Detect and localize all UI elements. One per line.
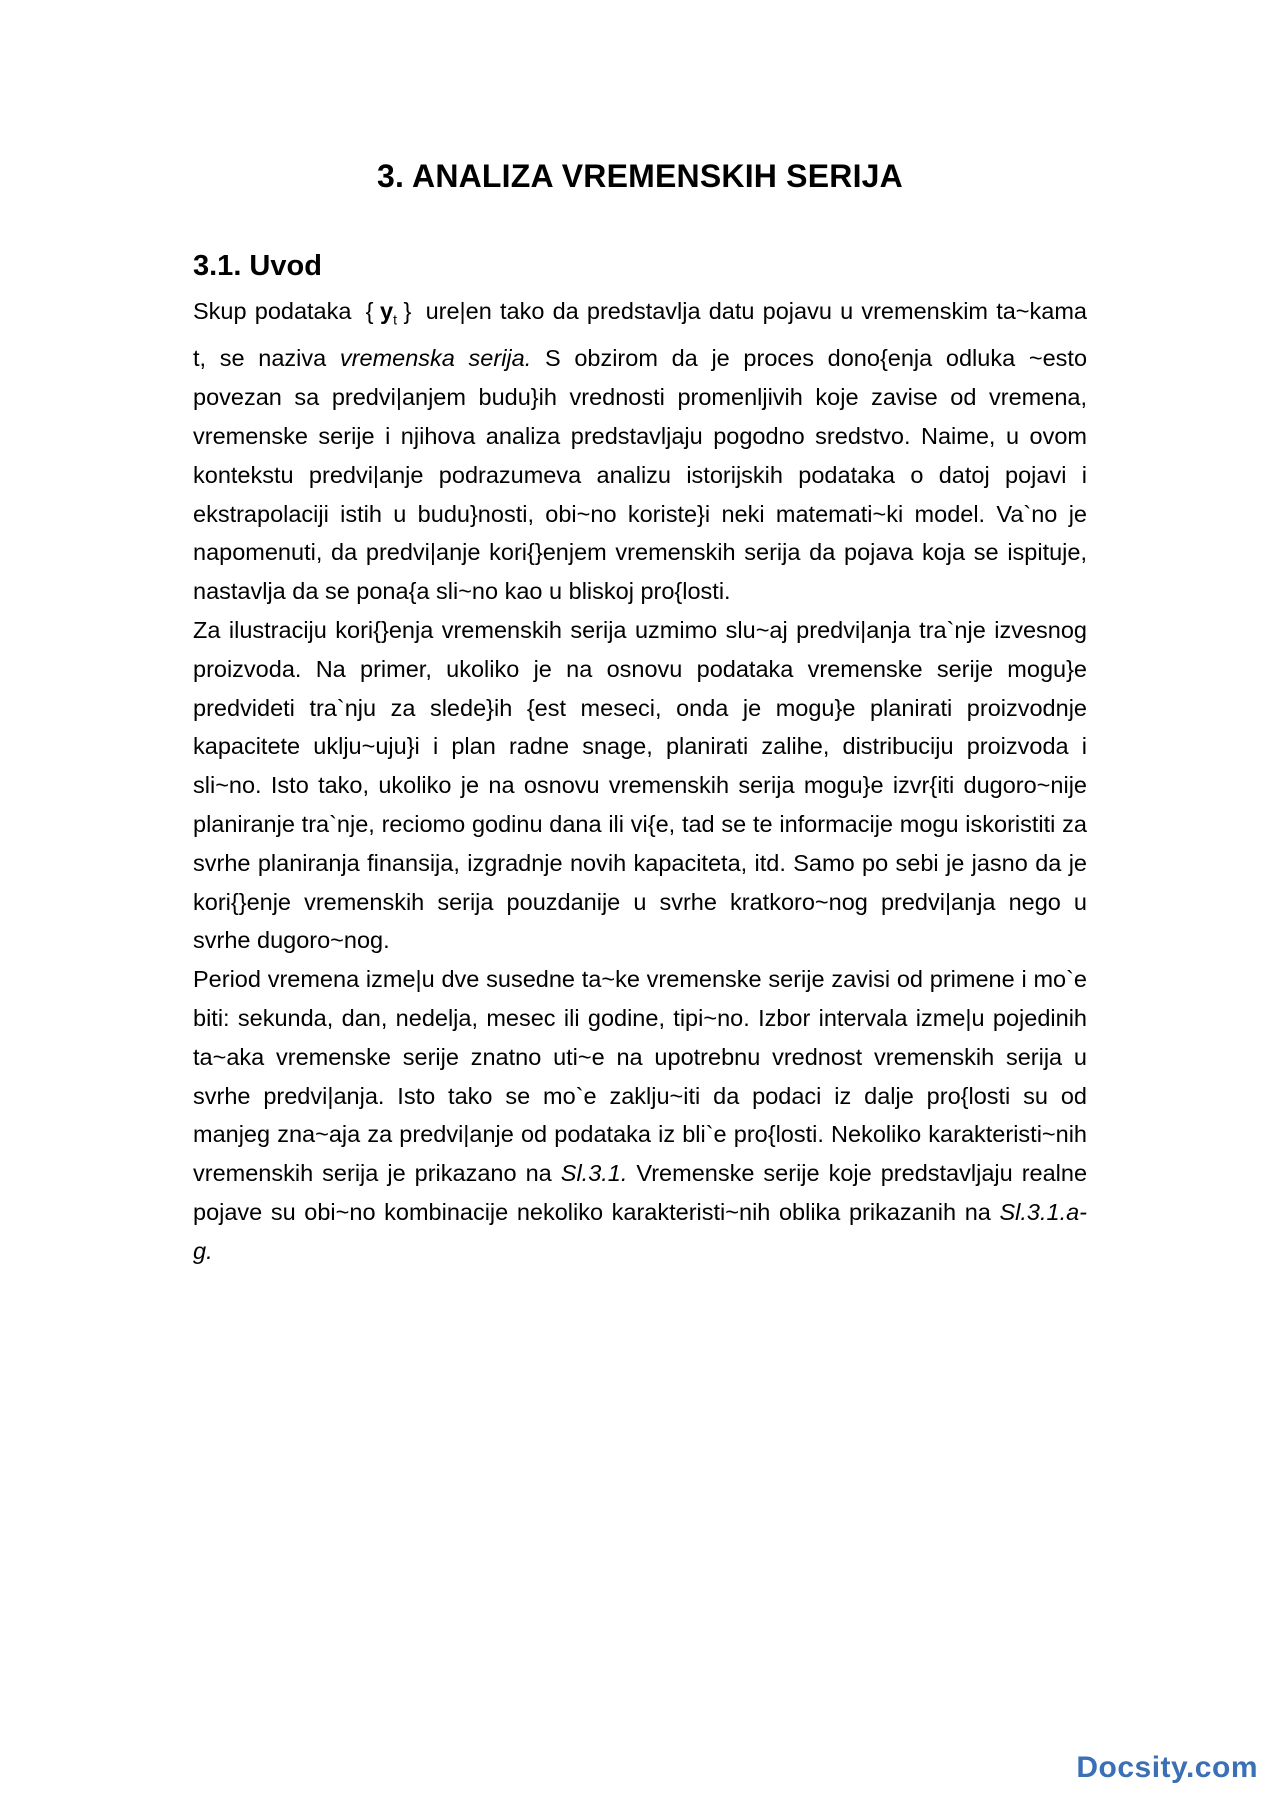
set-open-brace: { bbox=[365, 298, 374, 324]
section-heading: 3.1. Uvod bbox=[193, 250, 322, 282]
set-subscript: t bbox=[393, 311, 397, 328]
p1-text-c: S obzirom da je proces dono{enja odluka ~esto povezan sa predvi|anjem budu}ih vrednosti promenljivih koje zavise od vremena, vremenske serije i njihova analiza predstavljaju pogodno sredstvo. Naime, u ovom kontekstu predvi|anje podrazumeva analizu istorijskih podataka o datoj pojavi i ekstrapolaciji istih u budu}nosti, obi~no koriste}i neki matemati~ki model. Va`no je napomenuti, da predvi|anje kori{}enjem vremenskih serija da pojava koja se ispituje, nastavlja da se pona{a sli~no kao u bliskoj pro{losti. bbox=[193, 345, 1088, 605]
p1-text-b: ure|en tako da predstavlja datu pojavu u vremenskim ta~kama t, se naziva bbox=[193, 298, 1087, 372]
term-vremenska-serija: vremenska serija. bbox=[339, 345, 532, 372]
figure-reference-1: Sl.3.1. bbox=[560, 1160, 628, 1187]
paragraph-illustration: Za ilustraciju kori{}enja vremenskih serija uzmimo slu~aj predvi|anja tra`nje izvesnog proizvoda. Na primer, ukoliko je na osnovu podataka vremenske serije mogu}e predvideti tra`nju za slede}ih {est meseci, onda je mogu}e planirati proizvodnje kapacitete uklju~uju}i i plan radne snage, planirati zalihe, distribuciju proizvoda i sli~no. Isto tako, ukoliko je na osnovu vremenskih serija mogu}e izvr{iti dugoro~nije planiranje tra`nje, reciomo godinu dana ili vi{e, tad se te informacije mogu iskoristiti za svrhe planiranja finansija, izgradnje novih kapaciteta, itd. Samo po sebi je jasno da je kori{}enje vremenskih serija pouzdanije u svrhe kratkoro~nog predvi|anja nego u svrhe dugoro~nog. bbox=[193, 617, 1087, 954]
set-variable: y bbox=[380, 298, 394, 324]
p3-text-b: Vremenske serije koje predstavljaju realne pojave su obi~no kombinacije nekoliko karakteristi~nih oblika prikazanih na bbox=[193, 1160, 1088, 1226]
p1-text-a: Skup podataka bbox=[193, 298, 352, 324]
set-notation bbox=[360, 292, 418, 339]
p3-text-a: Period vremena izme|u dve susedne ta~ke vremenske serije zavisi od primene i mo`e biti: sekunda, dan, nedelja, mesec ili godine, tipi~no. Izbor intervala izme|u pojedinih ta~aka vremenske serije znatno uti~e na upotrebnu vrednost vremenskih serija u svrhe predvi|anja. Isto tako se mo`e zaklju~iti da podaci iz dalje pro{losti su od manjeg zna~aja za predvi|anje od podataka iz bli`e pro{losti. Nekoliko karakteristi~nih vremenskih serija je prikazano na bbox=[193, 966, 1087, 1187]
docsity-watermark: Docsity.com bbox=[1076, 1751, 1258, 1784]
chapter-title: 3. ANALIZA VREMENSKIH SERIJA bbox=[377, 158, 903, 194]
document-body bbox=[193, 246, 1087, 1271]
paragraph-period bbox=[193, 960, 1087, 1270]
set-close-brace: } bbox=[403, 298, 412, 324]
figure-reference-2: Sl.3.1.a-g. bbox=[193, 1199, 1088, 1264]
paragraph-intro bbox=[193, 292, 1087, 611]
